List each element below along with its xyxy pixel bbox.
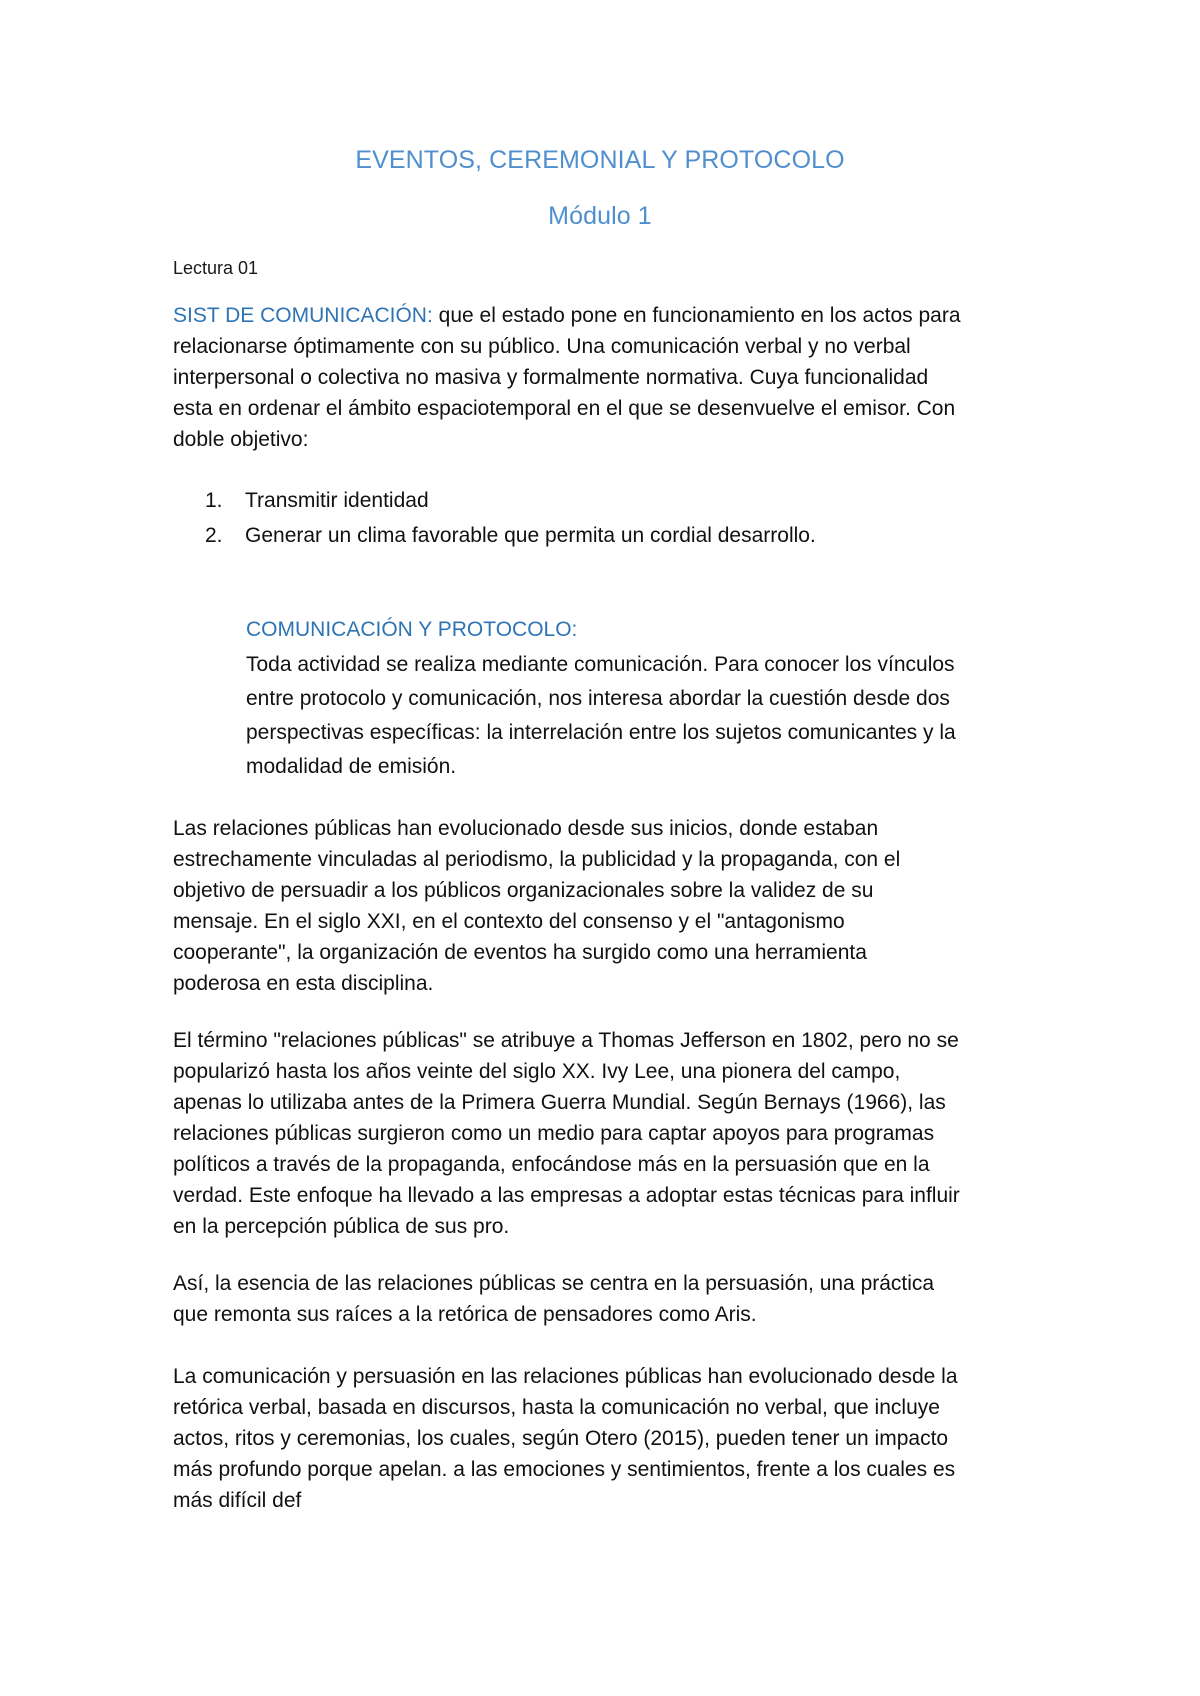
paragraph-line: mensaje. En el siglo XXI, en el contexto del consenso y el "antagonismo [173,910,845,933]
list-item-number: 1. [205,489,223,512]
list-item-text: Transmitir identidad [245,489,429,512]
section2-line: perspectivas específicas: la interrelación entre los sujetos comunicantes y la [246,721,956,744]
paragraph-line: apenas lo utilizaba antes de la Primera Guerra Mundial. Según Bernays (1966), las [173,1091,946,1114]
section1-line: doble objetivo: [173,428,309,451]
paragraph-line: actos, ritos y ceremonias, los cuales, según Otero (2015), pueden tener un impacto [173,1427,949,1450]
document-subtitle: Módulo 1 [548,202,652,230]
section1-paragraph [173,300,1053,455]
paragraph-line: La comunicación y persuasión en las relaciones públicas han evolucionado desde la [173,1365,958,1388]
section2-line: entre protocolo y comunicación, nos interesa abordar la cuestión desde dos [246,687,950,710]
paragraph-line: popularizó hasta los años veinte del siglo XX. Ivy Lee, una pionera del campo, [173,1060,901,1083]
reading-label: Lectura 01 [173,258,259,278]
paragraph-line: verdad. Este enfoque ha llevado a las empresas a adoptar estas técnicas para influir [173,1184,960,1207]
paragraph-line: más difícil def [173,1489,302,1512]
paragraph-line: relaciones públicas surgieron como un medio para captar apoyos para programas [173,1122,935,1145]
paragraph-line: objetivo de persuadir a los públicos organizacionales sobre la validez de su [173,879,874,902]
section1-line: relacionarse óptimamente con su público. Una comunicación verbal y no verbal [173,335,911,358]
paragraph-communication-evolution [173,1361,1073,1516]
paragraph-line: más profundo porque apelan. a las emociones y sentimientos, frente a los cuales es [173,1458,956,1481]
section1-line: esta en ordenar el ámbito espaciotemporal en el que se desenvuelve el emisor. Con [173,397,956,420]
paragraph-line: retórica verbal, basada en discursos, hasta la comunicación no verbal, que incluye [173,1396,940,1419]
section1-line-text: que el estado pone en funcionamiento en los actos para [432,304,961,327]
list-item [205,518,816,553]
objectives-list [205,483,816,553]
paragraph-line: que remonta sus raíces a la retórica de pensadores como Aris. [173,1303,757,1326]
paragraph-public-relations-evolution [173,813,1053,999]
paragraph-term-origin [173,1025,1073,1242]
list-item-text: Generar un clima favorable que permita un cordial desarrollo. [245,524,816,547]
paragraph-line: Las relaciones públicas han evolucionado desde sus inicios, donde estaban [173,817,879,840]
paragraph-line: cooperante", la organización de eventos ha surgido como una herramienta [173,941,867,964]
document-title: EVENTOS, CEREMONIAL Y PROTOCOLO [355,146,845,174]
paragraph-persuasion-essence [173,1268,1053,1330]
section2-line: modalidad de emisión. [246,755,457,778]
paragraph-line: Así, la esencia de las relaciones públicas se centra en la persuasión, una práctica [173,1272,935,1295]
paragraph-line: en la percepción pública de sus pro. [173,1215,510,1238]
list-item-number: 2. [205,524,223,547]
section1-line: interpersonal o colectiva no masiva y formalmente normativa. Cuya funcionalidad [173,366,929,389]
section2-heading: COMUNICACIÓN Y PROTOCOLO: [246,618,578,641]
section2-paragraph [246,648,1066,784]
section2-line: Toda actividad se realiza mediante comunicación. Para conocer los vínculos [246,653,955,676]
paragraph-line: El término "relaciones públicas" se atribuye a Thomas Jefferson en 1802, pero no se [173,1029,959,1052]
paragraph-line: estrechamente vinculadas al periodismo, la publicidad y la propaganda, con el [173,848,901,871]
list-item [205,483,816,518]
section1-heading: SIST DE COMUNICACIÓN: [173,304,433,327]
section1-line [173,300,1053,331]
paragraph-line: poderosa en esta disciplina. [173,972,434,995]
paragraph-line: políticos a través de la propaganda, enfocándose más en la persuasión que en la [173,1153,930,1176]
